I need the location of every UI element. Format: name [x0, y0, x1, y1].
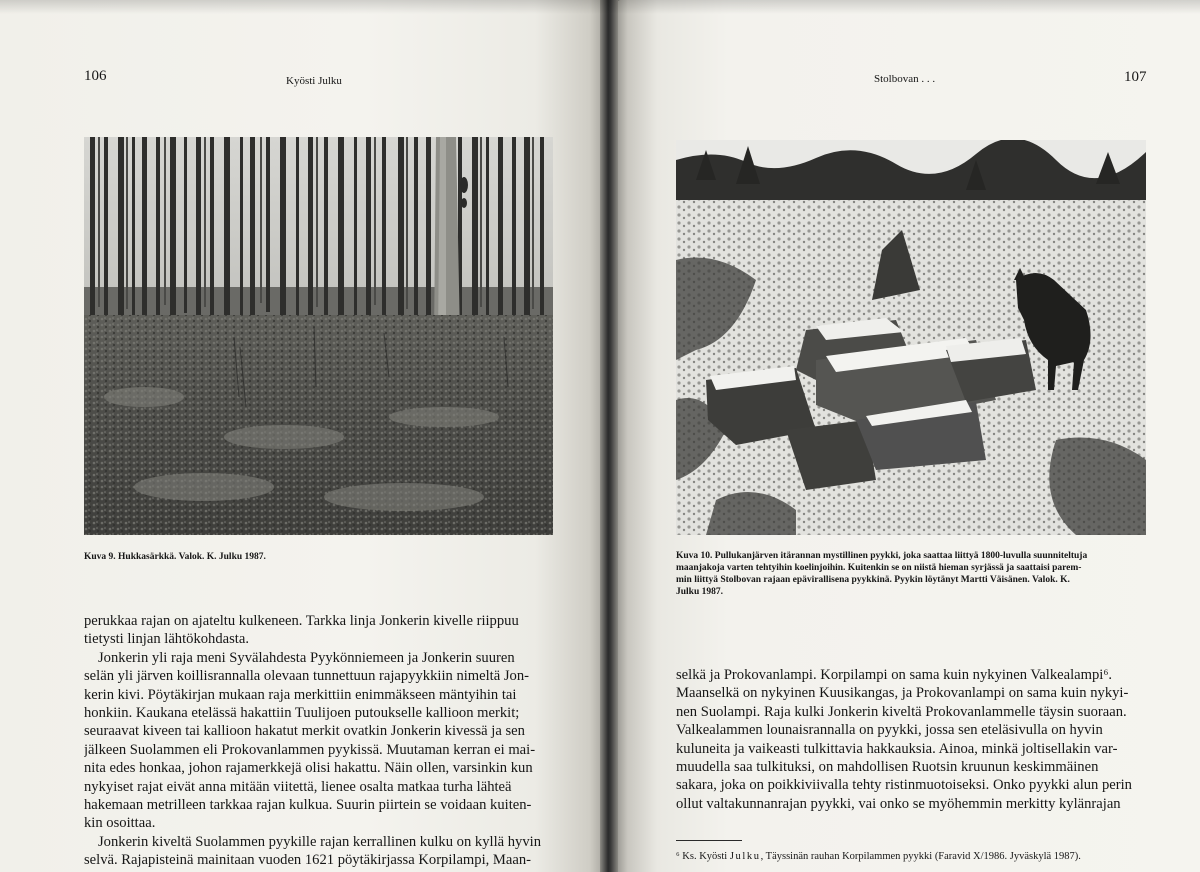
text-line: ollut valtakunnanrajan pyykki, vai onko se myöhemmin merkitty kylänrajan [676, 795, 1121, 812]
text-line: Jonkerin kiveltä Suolammen pyykille rajan kerrallinen kulku on kyllä hyvin [98, 833, 541, 850]
text-line: selkä ja Prokovanlampi. Korpilampi on sama kuin nykyinen Valkealampi⁶. [676, 667, 1113, 683]
text-line: jälkeen Suolammen eli Prokovanlammen pyykissä. Muutaman kerran ei mai- [84, 741, 536, 758]
caption-line: maanjakoja varten tehtyihin koelinjoihin. Kuitenkin se on niistä hieman syrjässä ja saattaisi parem- [676, 563, 1082, 573]
text-line: Valkealammen lounaisrannalla on pyykki, jossa sen eteläsivulla on hyvin [676, 722, 1103, 739]
running-head-left: Kyösti Julku [286, 75, 342, 87]
text-line: hakemaan metrilleen tarkkaa rajan kulkua. Suurin piirtein se voidaan kuiten- [84, 796, 532, 813]
text-line: tietysti linjan lähtökohdasta. [84, 631, 249, 648]
figure-caption-right [676, 550, 1146, 598]
page-number-right: 107 [1124, 69, 1147, 85]
text-line: Maanselkä on nykyinen Kuusikangas, ja Prokovanlampi on sama kuin nykyi- [676, 685, 1129, 702]
right-page [610, 0, 1200, 872]
text-line: sakara, joka on poikkiviivalla tehty ristinmuotoiseksi. Onko pyykki alun perin [676, 777, 1132, 794]
body-text-right [676, 666, 1148, 813]
stone-cairn-photo [676, 140, 1146, 535]
running-head-right: Stolbovan . . . [874, 73, 936, 85]
text-line: selän yli järven koillisrannalla olevaan tunnettuun rajapyykkiin nimeltä Jon- [84, 668, 529, 685]
text-line: kerin kivi. Pöytäkirjan mukaan raja merkittiin enimmäkseen mäntyihin tai [84, 686, 517, 703]
text-line: nykyiset rajat eivät anna mitään viitettä, lienee osalta matkaa turha lähteä [84, 778, 512, 795]
text-line: nita edes honkaa, johon rajamerkkejä olisi hakattu. Näin ollen, varsinkin kun [84, 760, 533, 777]
body-text-left [84, 612, 554, 869]
text-line: selvä. Rajapisteinä mainitaan vuoden 1621 pöytäkirjassa Korpilampi, Maan- [84, 852, 532, 869]
footnote [676, 851, 1081, 862]
footnote-prefix: Ks. Kyösti [682, 851, 730, 862]
text-line: kin osoittaa. [84, 815, 156, 832]
footnote-rest: , Täyssinän rauhan Korpilammen pyykki (Faravid X/1986. Jyväskylä 1987). [760, 851, 1081, 862]
text-line: Jonkerin yli raja meni Syvälahdesta Pyykönniemeen ja Jonkerin suuren [98, 649, 515, 666]
forest-photo [84, 137, 553, 535]
top-shadow [0, 0, 1200, 14]
text-line: nen Suolampi. Raja kulki Jonkerin kiveltä Prokovanlammelle täysin suoraan. [676, 703, 1127, 720]
footnote-marker: ⁶ [676, 851, 680, 862]
book-gutter [600, 0, 618, 872]
text-line: muudella saa tulkituksi, on mahdollisen Ruotsin kruunun keskimmäinen [676, 758, 1099, 775]
text-line: kuluneita ja vaikeasti tulkittavia hakkauksia. Ainoa, minkä joltisellakin var- [676, 740, 1118, 757]
footnote-rule [676, 840, 742, 841]
text-line: seuraavat kiveen tai kallioon hakatut merkit ovatkin Jonkerin kivessä ja sen [84, 723, 525, 740]
caption-line: min liittyä Stolbovan rajaan epävirallisena pyykkinä. Pyykin löytänyt Martti Väisänen. Valok. K. [676, 575, 1070, 585]
caption-line: Kuva 10. Pullukanjärven itärannan mystillinen pyykki, joka saattaa liittyä 1800-luvulla suunniteltuja [676, 551, 1088, 561]
footnote-author: Julku [729, 851, 761, 862]
caption-line: Julku 1987. [676, 587, 723, 597]
text-line: perukkaa rajan on ajateltu kulkeneen. Tarkka linja Jonkerin kivelle riippuu [84, 613, 519, 629]
text-line: honkiin. Kaukana etelässä hakattiin Tuulijoen putoukselle kallioon merkit; [84, 704, 520, 721]
figure-caption-left: Kuva 9. Hukkasärkkä. Valok. K. Julku 1987. [84, 552, 266, 562]
page-number-left: 106 [84, 68, 107, 84]
